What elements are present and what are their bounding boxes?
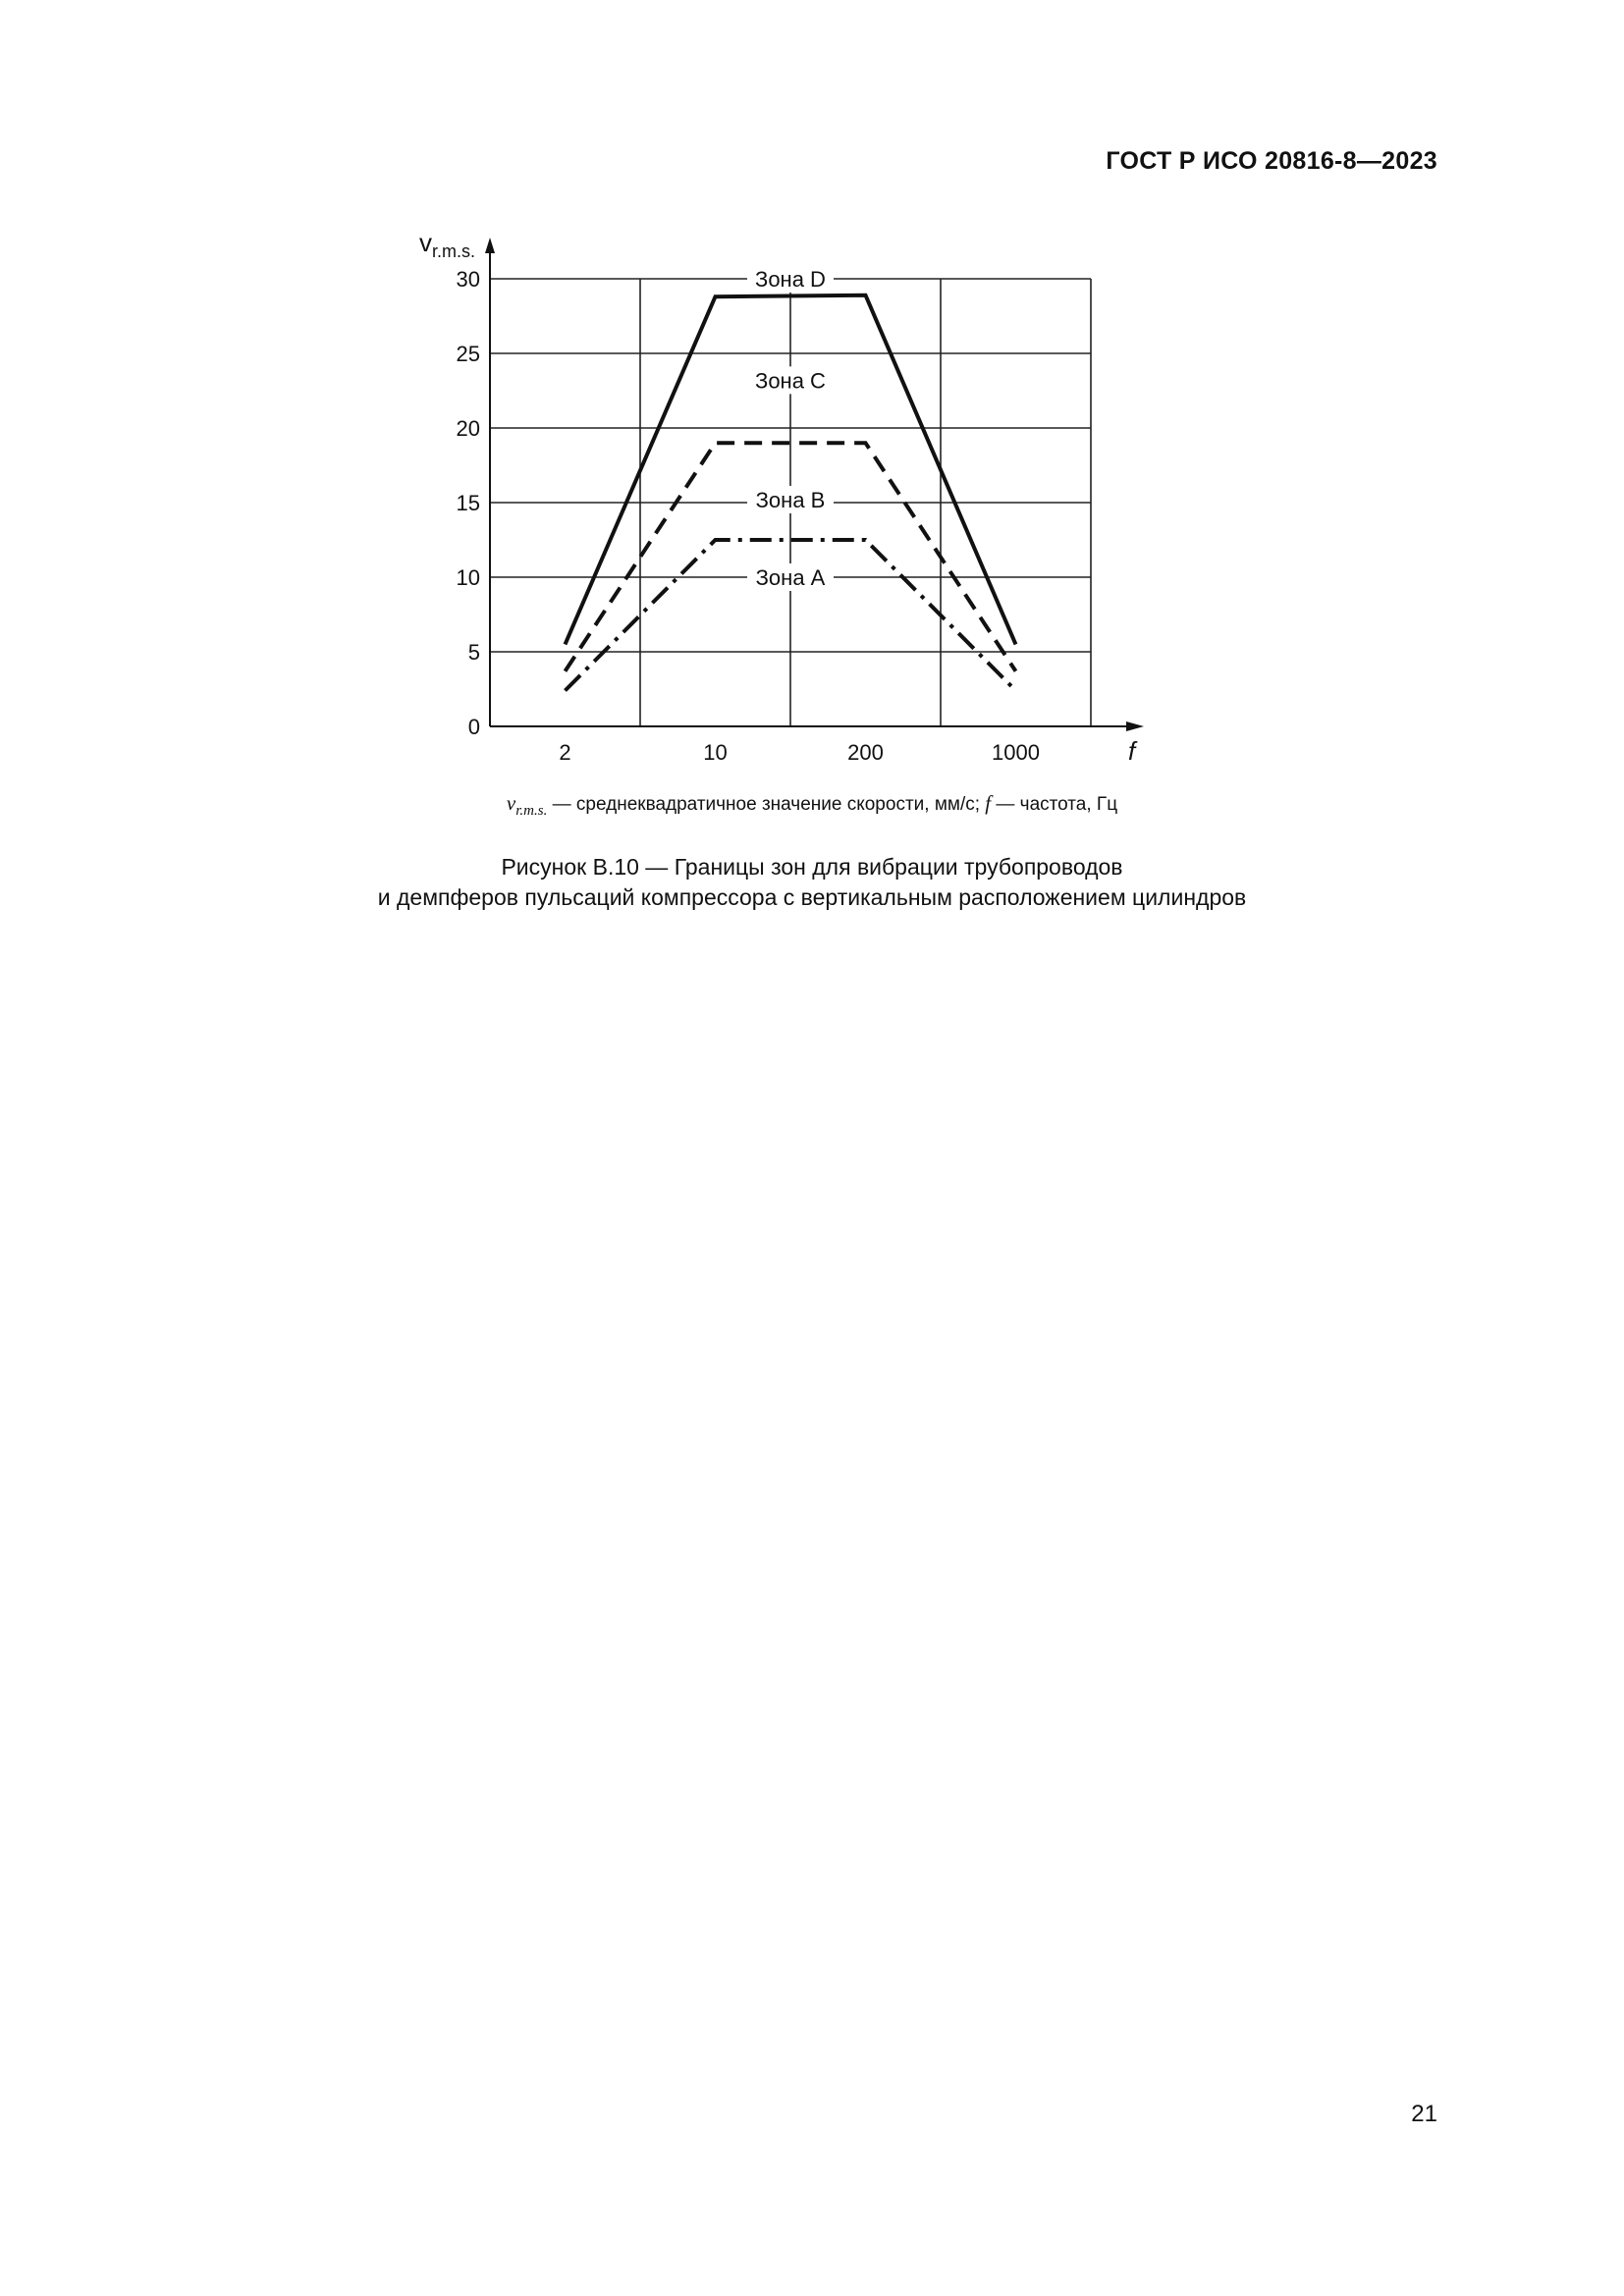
document-header: ГОСТ Р ИСО 20816-8—2023: [1106, 147, 1437, 175]
figure-legend: [0, 791, 1624, 820]
chart-axes: [485, 238, 1144, 731]
zone-boundaries-chart: [393, 218, 1159, 768]
zone-label-2: Зона B: [755, 487, 826, 512]
y-axis-arrow: [485, 238, 495, 253]
y-tick-label-5: 5: [467, 640, 480, 665]
y-tick-label-25: 25: [456, 342, 480, 366]
legend-symbol-subscript: r.m.s.: [515, 803, 548, 819]
chart-labels: [419, 228, 1138, 766]
y-axis-label-subscript: r.m.s.: [432, 241, 475, 261]
y-tick-label-0: 0: [467, 715, 480, 739]
chart-svg: [393, 218, 1159, 768]
legend-symbol: v: [506, 791, 516, 815]
figure-caption: [0, 852, 1624, 913]
zone-label-1: Зона C: [755, 368, 826, 394]
x-tick-label-10: 10: [703, 740, 728, 765]
legend-text-frequency: — частота, Гц: [991, 794, 1118, 815]
x-axis-label: f: [1128, 736, 1136, 766]
caption-line-1: Рисунок В.10 — Границы зон для вибрации трубопроводов: [501, 854, 1123, 880]
x-axis-arrow: [1126, 721, 1144, 731]
y-axis-label: [419, 228, 475, 261]
y-tick-label-15: 15: [456, 491, 480, 515]
x-tick-label-1000: 1000: [992, 740, 1040, 765]
legend-text-velocity: — среднеквадратичное значение скорости, мм/с;: [547, 794, 986, 815]
x-tick-label-2: 2: [559, 740, 571, 765]
legend-symbol-f: f: [985, 791, 992, 815]
x-tick-label-200: 200: [847, 740, 884, 765]
caption-line-2: и демпферов пульсаций компрессора с вертикальным расположением цилиндров: [377, 884, 1247, 910]
zone-label-0: Зона D: [755, 267, 826, 292]
zone-label-3: Зона A: [755, 565, 826, 590]
y-tick-label-30: 30: [456, 267, 480, 292]
y-tick-label-20: 20: [456, 416, 480, 441]
y-tick-label-10: 10: [456, 565, 480, 590]
y-axis-label-symbol: v: [419, 228, 432, 257]
page-number: 21: [1411, 2101, 1437, 2127]
